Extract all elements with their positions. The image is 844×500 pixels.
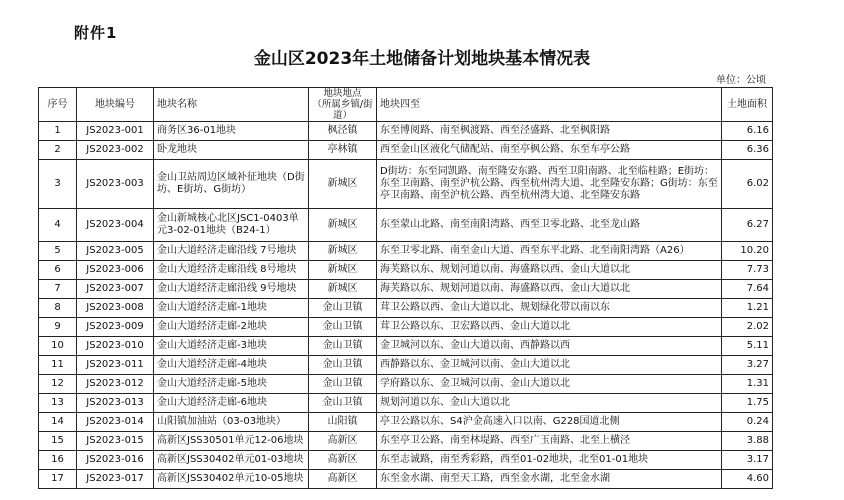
cell-location: 新城区 (309, 261, 377, 280)
cell-index: 8 (39, 299, 77, 318)
unit-label: 单位：公顷 (716, 75, 766, 86)
cell-code: JS2023-005 (77, 242, 154, 261)
column-header-location: 地块地点 （所属乡镇/街道） (309, 88, 377, 122)
cell-boundaries: 西至金山区液化气储配站、南至亭枫公路、东至车亭公路 (377, 141, 722, 160)
cell-index: 4 (39, 209, 77, 242)
table-row (39, 413, 773, 432)
cell-name: 金山卫站周边区域补征地块（D街坊、E街坊、G街坊） (154, 160, 309, 209)
column-header-name: 地块名称 (154, 88, 309, 122)
cell-index: 7 (39, 280, 77, 299)
cell-boundaries: 海芙路以东、规划河道以南、海盛路以西、金山大道以北 (377, 261, 722, 280)
cell-location: 高新区 (309, 451, 377, 470)
cell-code: JS2023-013 (77, 394, 154, 413)
cell-boundaries: 学府路以东、金卫城河以南、金山大道以北 (377, 375, 722, 394)
cell-index: 15 (39, 432, 77, 451)
cell-index: 1 (39, 122, 77, 141)
cell-name: 金山大道经济走廊沿线 7号地块 (154, 242, 309, 261)
table-row (39, 337, 773, 356)
cell-name: 高新区JSS30402单元10-05地块 (154, 470, 309, 489)
cell-area: 0.24 (722, 413, 773, 432)
cell-index: 14 (39, 413, 77, 432)
cell-name: 金山大道经济走廊-1地块 (154, 299, 309, 318)
cell-code: JS2023-007 (77, 280, 154, 299)
cell-index: 2 (39, 141, 77, 160)
cell-code: JS2023-008 (77, 299, 154, 318)
cell-index: 17 (39, 470, 77, 489)
cell-name: 金山新城核心北区JSC1-0403单元3-02-01地块（B24-1） (154, 209, 309, 242)
column-header-code: 地块编号 (77, 88, 154, 122)
cell-area: 3.17 (722, 451, 773, 470)
cell-index: 16 (39, 451, 77, 470)
cell-index: 12 (39, 375, 77, 394)
cell-code: JS2023-014 (77, 413, 154, 432)
cell-area: 4.60 (722, 470, 773, 489)
column-header-index: 序号 (39, 88, 77, 122)
cell-location: 亭林镇 (309, 141, 377, 160)
cell-location: 金山卫镇 (309, 356, 377, 375)
cell-area: 6.16 (722, 122, 773, 141)
cell-code: JS2023-016 (77, 451, 154, 470)
table-row (39, 375, 773, 394)
cell-location: 金山卫镇 (309, 394, 377, 413)
cell-area: 1.75 (722, 394, 773, 413)
table-row (39, 209, 773, 242)
cell-name: 金山大道经济走廊沿线 8号地块 (154, 261, 309, 280)
cell-area: 7.64 (722, 280, 773, 299)
table-row (39, 160, 773, 209)
column-header-boundaries: 地块四至 (377, 88, 722, 122)
cell-location: 金山卫镇 (309, 318, 377, 337)
table-row (39, 451, 773, 470)
cell-index: 10 (39, 337, 77, 356)
table-row (39, 318, 773, 337)
cell-code: JS2023-011 (77, 356, 154, 375)
cell-index: 11 (39, 356, 77, 375)
cell-boundaries: 西静路以东、金卫城河以南、金山大道以北 (377, 356, 722, 375)
table-body (39, 122, 773, 489)
cell-boundaries: D街坊：东至同凯路、南至隆安东路、西至卫阳南路、北至临桂路；E街坊：东至卫南路、南至沪杭公路、西至杭州湾大道、北至隆安东路；G街坊：东至亭卫南路、南至沪杭公路、西至杭州湾大道、北至隆安东路 (377, 160, 722, 209)
column-header-area: 土地面积 (722, 88, 773, 122)
cell-name: 金山大道经济走廊-3地块 (154, 337, 309, 356)
cell-location: 新城区 (309, 280, 377, 299)
cell-name: 金山大道经济走廊-5地块 (154, 375, 309, 394)
cell-boundaries: 金卫城河以东、金山大道以南、西静路以西 (377, 337, 722, 356)
table-row (39, 470, 773, 489)
cell-location: 新城区 (309, 242, 377, 261)
cell-index: 5 (39, 242, 77, 261)
cell-name: 卧龙地块 (154, 141, 309, 160)
cell-boundaries: 东至亭卫公路、南至林堤路、西至广玉南路、北至上横泾 (377, 432, 722, 451)
cell-name: 商务区36-01地块 (154, 122, 309, 141)
cell-name: 高新区JSS30501单元12-06地块 (154, 432, 309, 451)
cell-area: 6.36 (722, 141, 773, 160)
cell-area: 6.02 (722, 160, 773, 209)
cell-name: 金山大道经济走廊-4地块 (154, 356, 309, 375)
cell-name: 高新区JSS30402单元01-03地块 (154, 451, 309, 470)
cell-name: 金山大道经济走廊-6地块 (154, 394, 309, 413)
cell-code: JS2023-009 (77, 318, 154, 337)
table-row (39, 280, 773, 299)
table-header-row (39, 88, 773, 122)
cell-code: JS2023-010 (77, 337, 154, 356)
cell-area: 1.31 (722, 375, 773, 394)
cell-code: JS2023-012 (77, 375, 154, 394)
cell-code: JS2023-001 (77, 122, 154, 141)
cell-boundaries: 亭卫公路以东、S4沪金高速入口以南、G228国道北侧 (377, 413, 722, 432)
cell-boundaries: 东至金水湖、南至天工路，西至金水湖，北至金水湖 (377, 470, 722, 489)
cell-code: JS2023-003 (77, 160, 154, 209)
cell-boundaries: 东至蒙山北路、南至南阳湾路、西至卫零北路、北至龙山路 (377, 209, 722, 242)
cell-area: 7.73 (722, 261, 773, 280)
table-row (39, 394, 773, 413)
cell-location: 金山卫镇 (309, 299, 377, 318)
cell-location: 山阳镇 (309, 413, 377, 432)
cell-boundaries: 东至志诚路，南至秀彩路，西至01-02地块，北至01-01地块 (377, 451, 722, 470)
table-row (39, 432, 773, 451)
table-row (39, 299, 773, 318)
cell-area: 5.11 (722, 337, 773, 356)
table-row (39, 261, 773, 280)
cell-code: JS2023-004 (77, 209, 154, 242)
cell-boundaries: 东至卫零北路、南至金山大道、西至东平北路、北至南阳湾路（A26） (377, 242, 722, 261)
cell-index: 6 (39, 261, 77, 280)
cell-area: 1.21 (722, 299, 773, 318)
cell-name: 山阳镇加油站（03-03地块） (154, 413, 309, 432)
cell-area: 3.88 (722, 432, 773, 451)
table-row (39, 122, 773, 141)
cell-boundaries: 东至博阅路、南至枫渡路、西至泾盛路、北至枫阳路 (377, 122, 722, 141)
cell-location: 枫泾镇 (309, 122, 377, 141)
cell-boundaries: 茸卫公路以西、金山大道以北、规划绿化带以南以东 (377, 299, 722, 318)
cell-index: 13 (39, 394, 77, 413)
cell-location: 金山卫镇 (309, 375, 377, 394)
cell-code: JS2023-015 (77, 432, 154, 451)
cell-location: 金山卫镇 (309, 337, 377, 356)
cell-area: 6.27 (722, 209, 773, 242)
cell-location: 高新区 (309, 432, 377, 451)
table-row (39, 141, 773, 160)
cell-boundaries: 规划河道以东、金山大道以北 (377, 394, 722, 413)
table-row (39, 356, 773, 375)
land-reserve-table (38, 87, 773, 489)
attachment-label: 附件1 (74, 24, 118, 42)
cell-code: JS2023-017 (77, 470, 154, 489)
cell-area: 3.27 (722, 356, 773, 375)
cell-index: 3 (39, 160, 77, 209)
cell-code: JS2023-002 (77, 141, 154, 160)
cell-name: 金山大道经济走廊沿线 9号地块 (154, 280, 309, 299)
cell-index: 9 (39, 318, 77, 337)
cell-area: 2.02 (722, 318, 773, 337)
page-title: 金山区2023年土地储备计划地块基本情况表 (253, 49, 591, 69)
cell-code: JS2023-006 (77, 261, 154, 280)
cell-area: 10.20 (722, 242, 773, 261)
cell-location: 新城区 (309, 209, 377, 242)
cell-location: 新城区 (309, 160, 377, 209)
cell-boundaries: 海芙路以东、规划河道以南、海盛路以西、金山大道以北 (377, 280, 722, 299)
table-row (39, 242, 773, 261)
cell-location: 高新区 (309, 470, 377, 489)
cell-name: 金山大道经济走廊-2地块 (154, 318, 309, 337)
cell-boundaries: 茸卫公路以东、卫宏路以西、金山大道以北 (377, 318, 722, 337)
